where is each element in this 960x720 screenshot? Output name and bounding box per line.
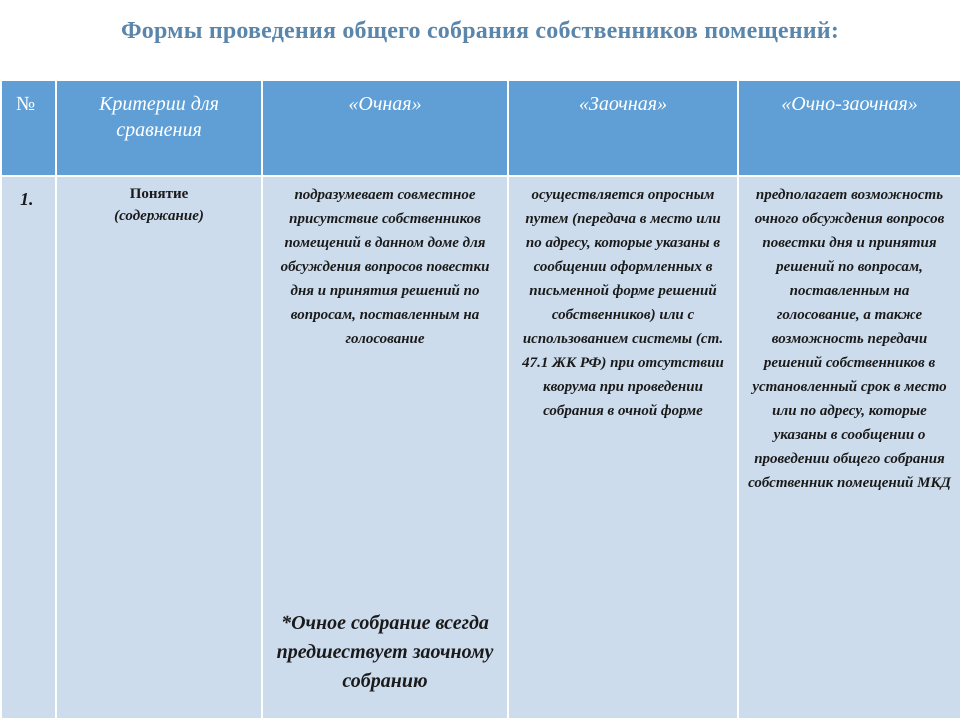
ochno-zaochnaya-description: предполагает возможность очного обсуждения вопросов повестки дня и принятия решений по вопросам, поставленным на голосование, а также возможность передачи решений собственников в установленный срок в место или по адресу, которые указаны в сообщении о проведении общего собрания собственник помещений МКД	[748, 187, 951, 491]
ochnaya-cell	[262, 176, 508, 719]
header-ochno-zaochnaya: «Очно-заочная»	[738, 80, 960, 176]
header-zaochnaya: «Заочная»	[508, 80, 738, 176]
ochnaya-description: подразумевает совместное присутствие собственников помещений в данном доме для обсуждения вопросов повестки дня и принятия решений по вопросам, поставленным на голосование	[280, 187, 490, 347]
ochnaya-note: *Очное собрание всегда предшествует заочному собранию	[276, 612, 494, 692]
comparison-table	[0, 79, 960, 720]
page-title: Формы проведения общего собрания собственников помещений:	[120, 18, 840, 44]
criteria-title: Понятие	[129, 186, 189, 202]
zaochnaya-cell	[508, 176, 738, 719]
row-number: 1.	[1, 176, 56, 719]
zaochnaya-description: осуществляется опросным путем (передача в место или по адресу, которые указаны в сообщении оформленных в письменной форме решений собственников) или с использованием системы (ст. 47.1 ЖК РФ) при отсутствии кворума при проведении собрания в очной форме	[522, 187, 724, 419]
header-criteria: Критерии для сравнения	[56, 80, 262, 176]
table-row	[1, 176, 960, 719]
header-ochnaya: «Очная»	[262, 80, 508, 176]
header-number: №	[1, 80, 56, 176]
table-header-row	[1, 80, 960, 176]
criteria-cell	[56, 176, 262, 719]
criteria-subtitle: (содержание)	[114, 208, 204, 224]
ochno-zaochnaya-cell	[738, 176, 960, 719]
